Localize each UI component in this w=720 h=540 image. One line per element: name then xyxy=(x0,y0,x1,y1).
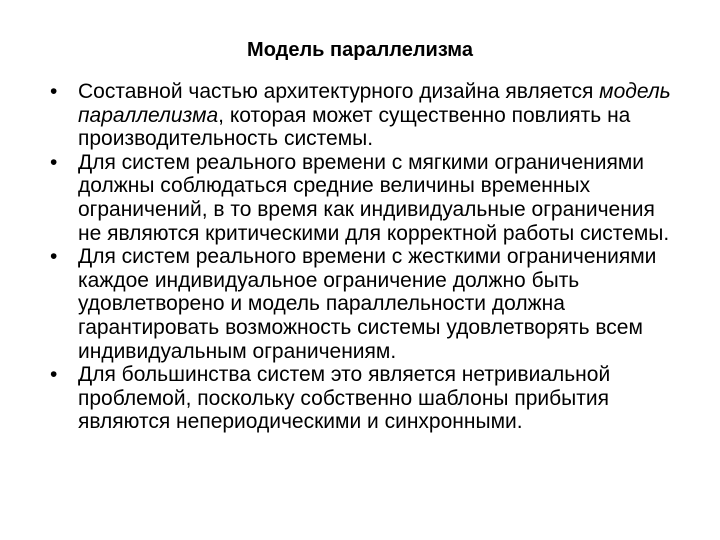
bullet-item xyxy=(50,151,680,245)
bullet-text-after: , которая может существенно повлиять на производительность системы. xyxy=(78,103,631,151)
bullet-list xyxy=(50,80,680,434)
bullet-marker: • xyxy=(50,150,58,174)
bullet-text-emphasis: модель параллелизма xyxy=(78,80,671,127)
bullet-item xyxy=(50,363,680,434)
bullet-item xyxy=(50,245,680,363)
slide-title: Модель параллелизма xyxy=(247,39,473,61)
bullet-marker: • xyxy=(50,245,58,269)
bullet-marker: • xyxy=(50,80,58,103)
bullet-marker: • xyxy=(50,363,58,387)
bullet-text-before: Составной частью архитектурного дизайна является xyxy=(78,80,600,103)
bullet-text: Для систем реального времени с мягкими ограничениями должны соблюдаться средние величины временных ограничений, в то время как индивидуальные ограничения не являются критическими для корректной работы системы. xyxy=(78,150,670,245)
bullet-item xyxy=(50,80,680,151)
bullet-text: Для большинства систем это является нетривиальной проблемой, поскольку собственно шаблоны прибытия являются непериодическими и синхронными. xyxy=(78,363,611,434)
bullet-text: Для систем реального времени с жесткими ограничениями каждое индивидуальное ограничение должно быть удовлетворено и модель параллельности должна гарантировать возможность системы удовлетворять всем индивидуальным ограничениям. xyxy=(78,245,657,363)
